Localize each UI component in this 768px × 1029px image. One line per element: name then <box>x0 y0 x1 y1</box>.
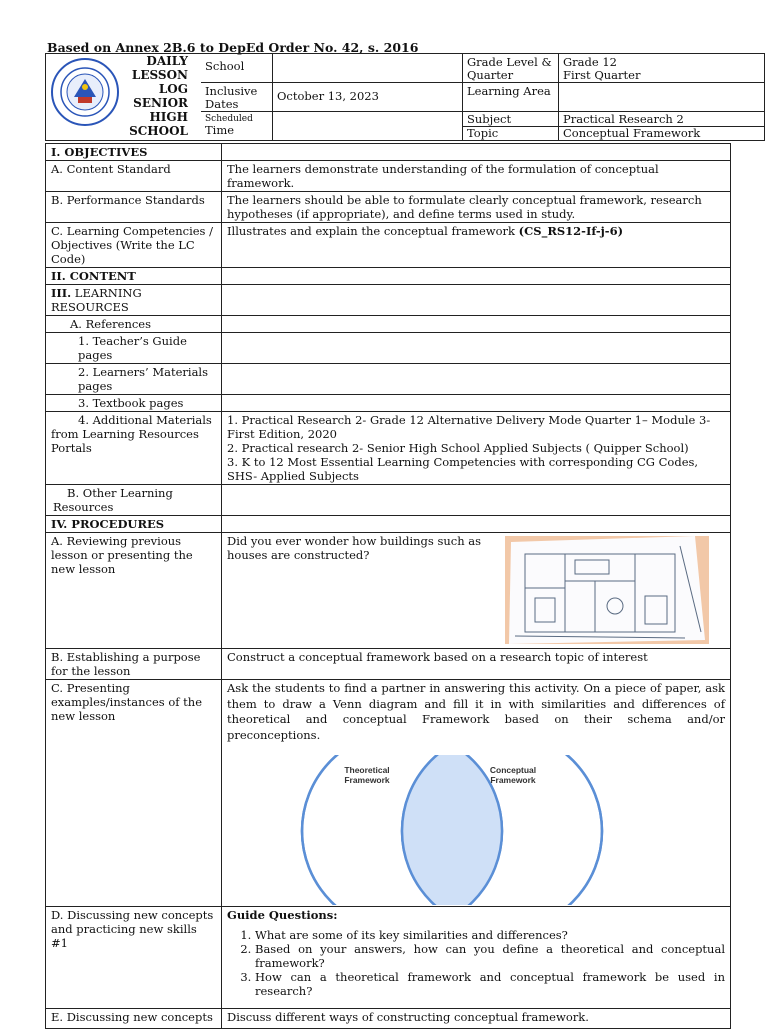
guide-question: 1. What are some of its key similarities and differences? <box>255 928 725 942</box>
procedure-a-label: A. Reviewing previous lesson or presenting the new lesson <box>46 533 222 649</box>
procedure-c-text: Ask the students to find a partner in answering this activity. On a piece of paper, ask them to draw a Venn diagram and fill it in with similarities and differences of theoretical and conceptual Framework based on their schema and/or preconceptions. <box>227 681 725 742</box>
topic-label: Topic <box>463 127 559 141</box>
dates-value: October 13, 2023 <box>273 83 463 112</box>
dls-title: DAILY LESSON LOG SENIOR HIGH SCHOOL <box>129 54 188 138</box>
competency-text: Illustrates and explain the conceptual framework (CS_RS12-If-j-6) <box>222 223 731 268</box>
learners-materials-label: 2. Learners’ Materials pages <box>46 364 222 395</box>
procedure-d-label: D. Discussing new concepts and practicing new skills #1 <box>46 907 222 1009</box>
additional-materials-list <box>222 412 731 485</box>
school-value <box>273 54 463 83</box>
venn-right-label-2: Framework <box>490 775 536 785</box>
guide-question: 2. Based on your answers, how can you define a theoretical and conceptual framework? <box>255 942 725 970</box>
additional-materials-label: 4. Additional Materials from Learning Resources Portals <box>46 412 222 485</box>
header-table <box>45 53 765 141</box>
textbook-label: 3. Textbook pages <box>46 395 222 412</box>
performance-label: B. Performance Standards <box>46 192 222 223</box>
procedure-d-cell <box>222 907 731 1009</box>
procedure-a-cell <box>222 533 731 649</box>
resource-item: 1. Practical Research 2- Grade 12 Alternative Delivery Mode Quarter 1– Module 3- First Edition, 2020 <box>227 413 711 441</box>
procedure-e-text: Discuss different ways of constructing conceptual framework. <box>222 1009 731 1029</box>
subject-value: Practical Research 2 <box>559 112 764 127</box>
content-heading: II. CONTENT <box>46 268 222 285</box>
area-value <box>559 83 764 112</box>
resources-heading: III. LEARNING RESOURCES <box>46 285 222 316</box>
resource-item: 2. Practical research 2- Senior High School Applied Subjects ( Quipper School) <box>227 441 689 455</box>
resource-item: 3. K to 12 Most Essential Learning Competencies with corresponding CG Codes, SHS- Applied Subjects <box>227 455 699 483</box>
area-label: Learning Area <box>463 83 559 112</box>
dates-label: Inclusive Dates <box>201 83 273 112</box>
objectives-heading: I. OBJECTIVES <box>46 144 222 161</box>
content-standard-text: The learners demonstrate understanding of the formulation of conceptual framework. <box>222 161 731 192</box>
procedure-b-label: B. Establishing a purpose for the lesson <box>46 649 222 680</box>
procedure-e-label: E. Discussing new concepts <box>46 1009 222 1029</box>
grade-value: Grade 12 First Quarter <box>559 54 764 83</box>
guide-questions-list <box>227 928 725 998</box>
venn-right-label-1: Conceptual <box>489 765 537 775</box>
procedure-a-text: Did you ever wonder how buildings such as houses are constructed? <box>227 534 482 562</box>
procedure-b-text: Construct a conceptual framework based on a research topic of interest <box>222 649 731 680</box>
references-label: A. References <box>46 316 222 333</box>
procedure-c-cell <box>222 680 731 907</box>
grade-label: Grade Level & Quarter <box>463 54 559 83</box>
time-label: Scheduled Time <box>201 112 273 141</box>
teachers-guide-label: 1. Teacher’s Guide pages <box>46 333 222 364</box>
content-standard-label: A. Content Standard <box>46 161 222 192</box>
other-resources-label: B. Other Learning Resources <box>46 485 222 516</box>
school-label: School <box>201 54 273 83</box>
competency-label: C. Learning Competencies / Objectives (Write the LC Code) <box>46 223 222 268</box>
venn-left-label-2: Framework <box>344 775 390 785</box>
procedure-c-label: C. Presenting examples/instances of the new lesson <box>46 680 222 907</box>
venn-left-label-1: Theoretical <box>344 765 390 775</box>
time-value <box>273 112 463 141</box>
annex-title: Based on Annex 2B.6 to DepEd Order No. 42, s. 2016 <box>47 40 419 55</box>
guide-questions-heading: Guide Questions: <box>227 908 338 922</box>
performance-text: The learners should be able to formulate clearly conceptual framework, research hypotheses (if appropriate), and define terms used in study. <box>222 192 731 223</box>
lesson-table <box>45 143 731 1029</box>
guide-question: 3. How can a theoretical framework and conceptual framework be used in research? <box>255 970 725 998</box>
subject-label: Subject <box>463 112 559 127</box>
competency-code: (CS_RS12-If-j-6) <box>518 224 624 238</box>
floor-plan-image <box>505 536 709 644</box>
topic-value: Conceptual Framework <box>563 126 701 140</box>
procedures-heading: IV. PROCEDURES <box>46 516 222 533</box>
venn-diagram <box>227 755 717 905</box>
